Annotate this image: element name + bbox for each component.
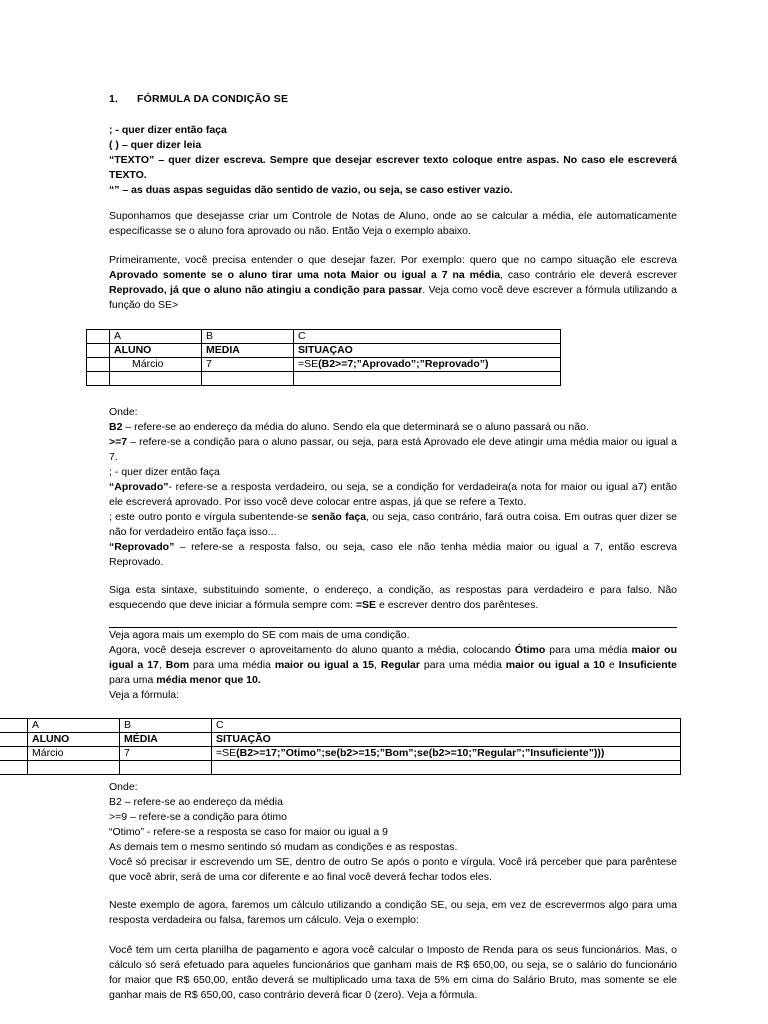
income-tax-paragraph: Você tem um certa planilha de pagamento e agora você calcular o Imposto de Renda para os seus funcionários. Mas, o cálculo só será efetuado para aqueles funcionários que ganham mais de R$ 650,00, ou seja, se o salário do funcionário for maior que R$ 650,00, então deverá se multiplicado uma taxa de 5% em cima do Salário Bruto, mas somente se ele ganhar mais de R$ 650,00, caso contrário deverá ficar 0 (zero). Veja a fórmula. bbox=[109, 944, 677, 1001]
example-table-2 bbox=[0, 718, 681, 775]
grade-cell: 7 bbox=[202, 358, 294, 372]
table-row bbox=[87, 372, 561, 386]
header-cell: ALUNO bbox=[110, 344, 202, 358]
explanation-paragraph: Primeiramente, você precisa entender o que desejar fazer. Por exemplo: quero que no campo situação ele escreva Aprovado somente se o aluno tirar uma nota Maior ou igual a 7 na média, caso contrário ele deverá escrever Reprovado, já que o aluno não atingiu a condição para passar. Veja como você deve escrever a fórmula utilizando a função do SE> bbox=[109, 254, 678, 311]
table-row bbox=[0, 761, 681, 775]
column-letter: A bbox=[28, 719, 120, 733]
header-cell: SITUAÇÃO bbox=[212, 733, 681, 747]
second-example-block: Veja agora mais um exemplo do SE com mais de uma condição. Agora, você deseja escrever o aproveitamento do aluno quanto a média, colocando Ótimo para uma média maior ou igual a 17, Bom para uma média maior ou igual a 15, Regular para uma média maior ou igual a 10 e Insuficiente para uma média menor que 10. Veja a fórmula: bbox=[109, 629, 677, 701]
legend-semicolon: ; - quer dizer então faça bbox=[109, 124, 227, 136]
header-cell: MÉDIA bbox=[120, 733, 212, 747]
onde-label: Onde: bbox=[109, 781, 138, 793]
header-cell: SITUAÇAO bbox=[294, 344, 561, 358]
table-row bbox=[87, 358, 561, 372]
formula-cell: =SE(B2>=17;”Otimo”;se(b2>=15;”Bom”;se(b2>=10;”Regular”;”Insuficiente”))) bbox=[212, 747, 681, 761]
column-letter: C bbox=[212, 719, 681, 733]
legend-parens: ( ) – quer dizer leia bbox=[109, 139, 202, 151]
explanation-onde-2: Onde: B2 – refere-se ao endereço da média >=9 – refere-se a condição para ótimo “Otimo” - refere-se a resposta se caso for maior ou igual a 9 As demais tem o mesmo sentindo só mudam as condições e as respostas. Você só precisar ir escrevendo um SE, dentro de outro Se após o ponto e vírgula. Você irá perceber que para parêntese que você abrir, será de uma cor diferente e ao final você deverá fechar todos eles. bbox=[109, 781, 677, 883]
failed-condition: Reprovado, já que o aluno não atingiu a condição para passar bbox=[109, 284, 423, 296]
section-number: 1. bbox=[109, 93, 119, 105]
second-example-title: Veja agora mais um exemplo do SE com mais de uma condição. bbox=[109, 629, 410, 641]
student-name-cell: Márcio bbox=[28, 747, 120, 761]
table-row bbox=[87, 330, 561, 344]
intro-paragraph: Suponhamos que desejasse criar um Controle de Notas de Aluno, onde ao se calcular a média, ele automaticamente especificasse se o aluno fora aprovado ou não. Então Veja o exemplo abaixo. bbox=[109, 210, 677, 237]
student-name-cell: Márcio bbox=[110, 358, 202, 372]
syntax-paragraph: Siga esta sintaxe, substituindo somente, o endereço, a condição, as respostas para verdadeiro e para falso. Não esquecendo que deve iniciar a fórmula sempre com: =SE e escrever dentro dos parênteses. bbox=[109, 584, 677, 611]
header-cell: ALUNO bbox=[28, 733, 120, 747]
legend-texto: “TEXTO” – quer dizer escreva. Sempre que desejar escrever texto coloque entre aspas. No caso ele escreverá TEXTO. bbox=[109, 154, 677, 181]
legend-quotes: “” – as duas aspas seguidas dão sentido de vazio, ou seja, se caso estiver vazio. bbox=[109, 184, 513, 196]
example-table-1 bbox=[86, 329, 561, 386]
legend-block bbox=[109, 123, 677, 198]
table-row bbox=[0, 733, 681, 747]
grade-cell: 7 bbox=[120, 747, 212, 761]
approved-condition: Aprovado somente se o aluno tirar uma nota Maior ou igual a 7 na média bbox=[109, 269, 501, 281]
column-letter: B bbox=[202, 330, 294, 344]
formula-cell: =SE(B2>=7;”Aprovado”;”Reprovado”) bbox=[294, 358, 561, 372]
calc-paragraph: Neste exemplo de agora, faremos um cálculo utilizando a condição SE, ou seja, em vez de escrevermos algo para uma resposta verdadeira ou falsa, faremos um cálculo. Veja o exemplo: bbox=[109, 899, 677, 926]
column-letter: A bbox=[110, 330, 202, 344]
table-row bbox=[0, 747, 681, 761]
table-row bbox=[87, 344, 561, 358]
explanation-onde-1: Onde: B2 – refere-se ao endereço da média do aluno. Sendo ela que determinará se o aluno passará ou não. >=7 – refere-se a condição para o aluno passar, ou seja, para está Aprovado ele deve atingir uma média maior ou igual a 7. ; - quer dizer então faça “Aprovado”- refere-se a resposta verdadeiro, ou seja, se a condição for verdadeira(a nota for maior ou igual a7) então ele escreverá aprovado. Por isso você deve colocar entre aspas, já que se refere a Texto. ; este outro ponto e vírgula subentende-se senão faça, ou seja, caso contrário, fará outra coisa. Em outras quer dizer se não for verdadeiro então faça isso... “Reprovado” – refere-se a resposta falso, ou seja, caso ele não tenha média maior ou igual a 7, então escreva Reprovado. bbox=[109, 406, 678, 568]
header-cell: MEDIA bbox=[202, 344, 294, 358]
section-title: FÓRMULA DA CONDIÇÃO SE bbox=[137, 93, 289, 105]
column-letter: C bbox=[294, 330, 561, 344]
section-heading bbox=[109, 92, 288, 107]
onde-label: Onde: bbox=[109, 406, 138, 418]
column-letter: B bbox=[120, 719, 212, 733]
table-row bbox=[0, 719, 681, 733]
